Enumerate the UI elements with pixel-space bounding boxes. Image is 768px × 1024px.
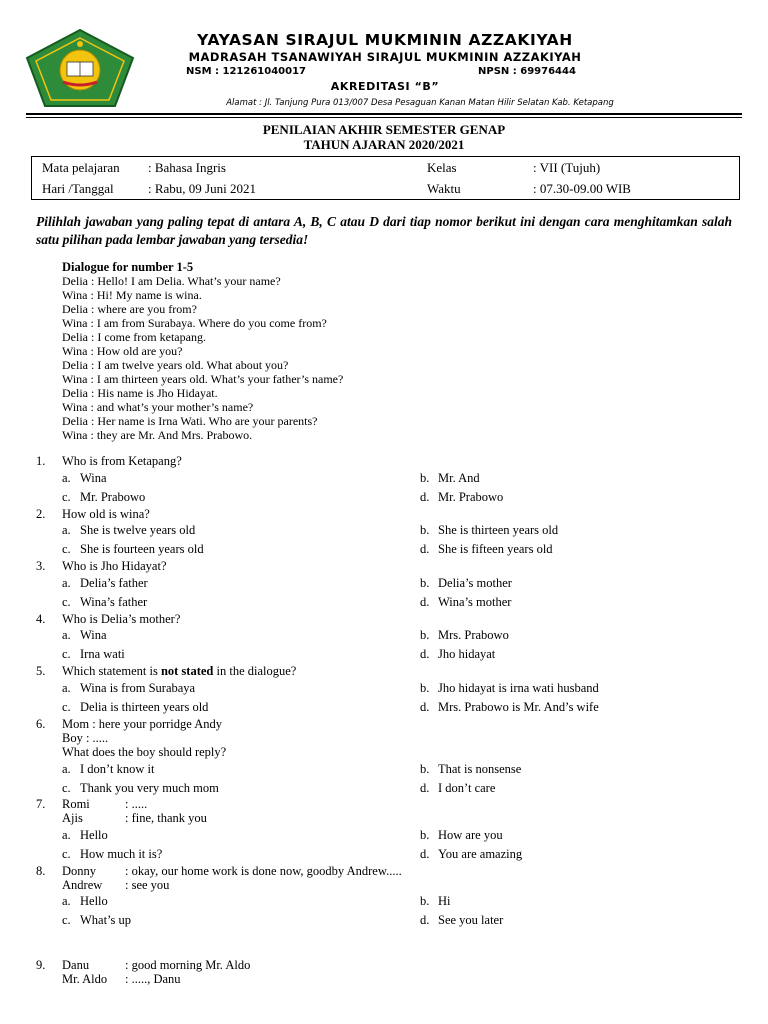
school-logo xyxy=(23,28,137,108)
option-c: c. What’s up xyxy=(62,913,132,927)
option-c: c. Mr. Prabowo xyxy=(62,490,146,504)
class-value: : VII (Tujuh) xyxy=(533,160,601,175)
info-row-day xyxy=(32,178,739,198)
option-c: c. Irna wati xyxy=(62,647,125,661)
dialogue-line: Delia : Her name is Irna Wati. Who are your parents? xyxy=(62,414,318,428)
option-a: a. Hello xyxy=(62,828,108,842)
day-label: Hari /Tanggal xyxy=(42,181,114,196)
option-d: d. Jho hidayat xyxy=(420,647,496,661)
option-c: c. Thank you very much mom xyxy=(62,781,219,795)
npsn-number: NPSN : 69976444 xyxy=(478,66,576,77)
option-a: a. Wina xyxy=(62,471,107,485)
subject-label: Mata pelajaran xyxy=(42,160,120,175)
option-a: a. She is twelve years old xyxy=(62,523,196,537)
question-text: Ajis : fine, thank you xyxy=(62,811,207,825)
dialogue-line: Wina : they are Mr. And Mrs. Prabowo. xyxy=(62,428,253,442)
question-number: 7. xyxy=(36,797,46,811)
exam-info-box xyxy=(31,156,740,200)
option-b: b. Mr. And xyxy=(420,471,480,485)
option-d: d. Wina’s mother xyxy=(420,595,512,609)
dialogue-line: Wina : I am thirteen years old. What’s your father’s name? xyxy=(62,372,344,386)
dialogue-title: Dialogue for number 1-5 xyxy=(62,260,194,274)
dialogue-line: Delia : His name is Jho Hidayat. xyxy=(62,386,218,400)
option-b: b. Mrs. Prabowo xyxy=(420,628,509,642)
question-text: Danu : good morning Mr. Aldo xyxy=(62,958,251,972)
option-c: c. Delia is thirteen years old xyxy=(62,700,209,714)
question-number: 8. xyxy=(36,864,46,878)
question-text: Boy : ..... xyxy=(62,731,109,745)
option-d: d. She is fifteen years old xyxy=(420,542,553,556)
question-text: Which statement is not stated in the dialogue? xyxy=(62,664,297,678)
question-text: Who is Jho Hidayat? xyxy=(62,559,167,573)
question-text: Who is from Ketapang? xyxy=(62,454,182,468)
question-text: Mom : here your porridge Andy xyxy=(62,717,223,731)
subject-value: : Bahasa Ingris xyxy=(148,160,226,175)
dialogue-line: Delia : I am twelve years old. What about you? xyxy=(62,358,289,372)
option-a: a. Wina is from Surabaya xyxy=(62,681,196,695)
option-b: b. How are you xyxy=(420,828,503,842)
question-text: Andrew : see you xyxy=(62,878,170,892)
question-number: 6. xyxy=(36,717,46,731)
dialogue-line: Wina : Hi! My name is wina. xyxy=(62,288,202,302)
question-number: 3. xyxy=(36,559,46,573)
question-number: 9. xyxy=(36,958,46,972)
exam-year: TAHUN AJARAN 2020/2021 xyxy=(303,137,465,152)
option-d: d. See you later xyxy=(420,913,504,927)
nsm-number: NSM : 121261040017 xyxy=(186,66,306,77)
time-value: : 07.30-09.00 WIB xyxy=(533,181,631,196)
option-c: c. How much it is? xyxy=(62,847,163,861)
option-a: a. Delia’s father xyxy=(62,576,148,590)
option-b: b. That is nonsense xyxy=(420,762,522,776)
option-c: c. Wina’s father xyxy=(62,595,148,609)
option-b: b. Jho hidayat is irna wati husband xyxy=(420,681,599,695)
option-c: c. She is fourteen years old xyxy=(62,542,204,556)
question-number: 4. xyxy=(36,612,46,626)
exam-title: PENILAIAN AKHIR SEMESTER GENAP xyxy=(262,122,506,137)
accreditation: AKREDITASI “B” xyxy=(330,80,440,93)
foundation-name: YAYASAN SIRAJUL MUKMININ AZZAKIYAH xyxy=(197,31,573,49)
info-row-subject xyxy=(32,157,739,177)
option-d: d. You are amazing xyxy=(420,847,523,861)
dialogue-line: Wina : and what’s your mother’s name? xyxy=(62,400,254,414)
dialogue-line: Delia : Hello! I am Delia. What’s your name? xyxy=(62,274,281,288)
option-b: b. She is thirteen years old xyxy=(420,523,559,537)
school-address: Alamat : Jl. Tanjung Pura 013/007 Desa Pesaguan Kanan Matan Hilir Selatan Kab. Ketapang xyxy=(226,98,614,108)
option-d: d. I don’t care xyxy=(420,781,496,795)
question-number: 1. xyxy=(36,454,46,468)
question-number: 5. xyxy=(36,664,46,678)
header-divider-thin xyxy=(26,117,742,118)
question-text: Donny : okay, our home work is done now, goodby Andrew..... xyxy=(62,864,402,878)
option-a: a. Wina xyxy=(62,628,107,642)
dialogue-line: Delia : I come from ketapang. xyxy=(62,330,206,344)
option-a: a. I don’t know it xyxy=(62,762,155,776)
dialogue-line: Wina : I am from Surabaya. Where do you come from? xyxy=(62,316,327,330)
option-d: d. Mr. Prabowo xyxy=(420,490,504,504)
class-label: Kelas xyxy=(427,160,457,175)
dialogue-line: Wina : How old are you? xyxy=(62,344,183,358)
question-text: What does the boy should reply? xyxy=(62,745,227,759)
question-text: How old is wina? xyxy=(62,507,150,521)
option-a: a. Hello xyxy=(62,894,108,908)
option-b: b. Delia’s mother xyxy=(420,576,512,590)
time-label: Waktu xyxy=(427,181,461,196)
question-text: Mr. Aldo : ....., Danu xyxy=(62,972,181,986)
school-name: MADRASAH TSANAWIYAH SIRAJUL MUKMININ AZZAKIYAH xyxy=(188,50,582,64)
question-text: Who is Delia’s mother? xyxy=(62,612,181,626)
question-text: Romi : ..... xyxy=(62,797,148,811)
dialogue-line: Delia : where are you from? xyxy=(62,302,197,316)
question-number: 2. xyxy=(36,507,46,521)
option-d: d. Mrs. Prabowo is Mr. And’s wife xyxy=(420,700,599,714)
instruction: Pilihlah jawaban yang paling tepat di antara A, B, C atau D dari tiap nomor berikut ini dengan cara menghitamkan salah satu pilihan pada lembar jawaban yang tersedia! xyxy=(36,214,732,247)
option-b: b. Hi xyxy=(420,894,451,908)
header-divider xyxy=(26,113,742,115)
day-value: : Rabu, 09 Juni 2021 xyxy=(148,181,256,196)
